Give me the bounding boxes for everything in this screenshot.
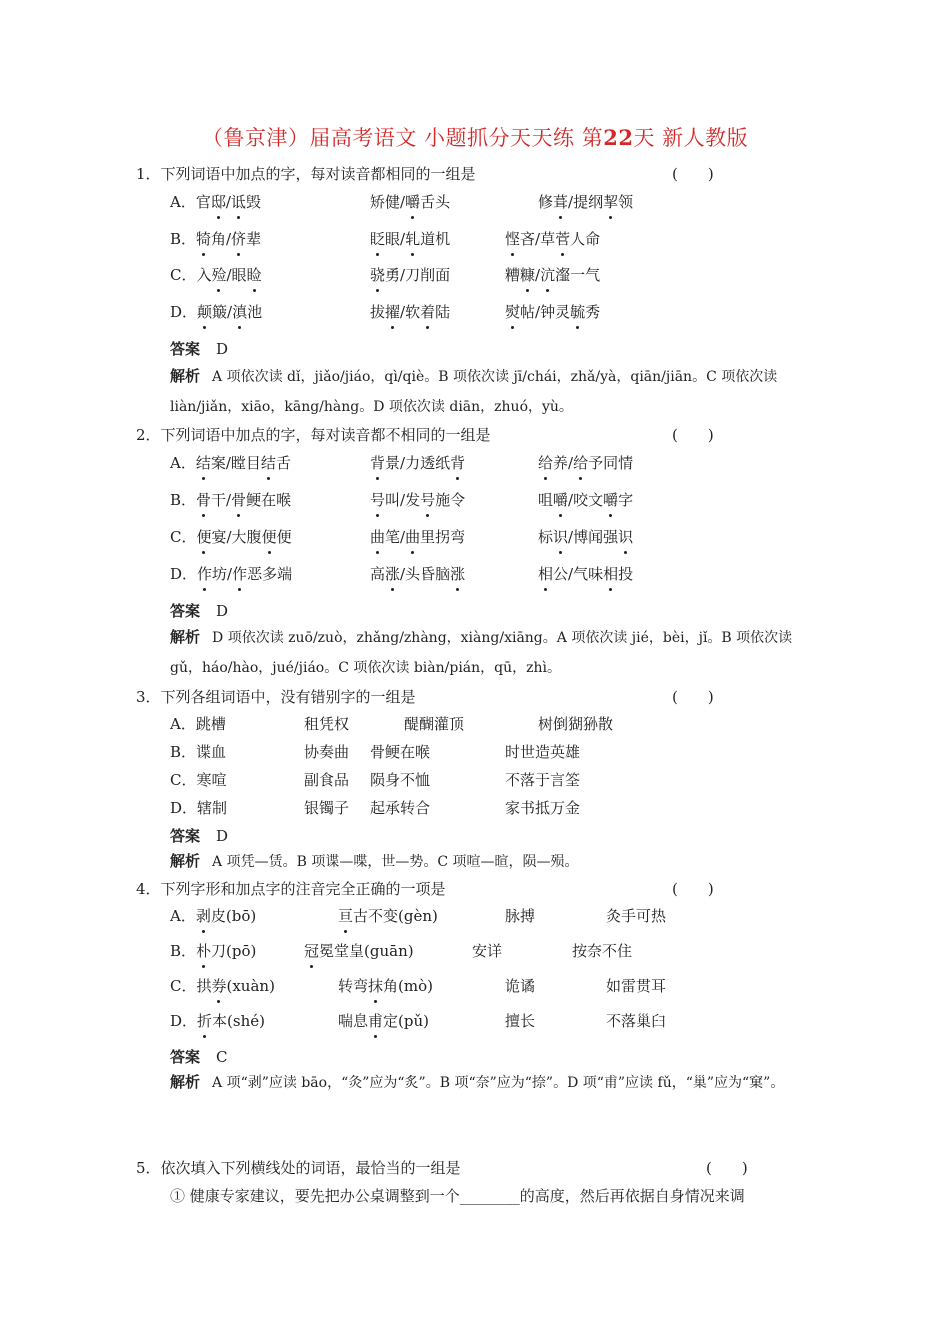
- q1-d-col1: D．颠簸/滇池: [170, 303, 263, 321]
- q2-explanation: 解析 D 项依次读 zuō/zuò，zhǎng/zhàng，xiàng/xiāng。A 项依次读 jié，bèi，jǐ。B 项依次读 gǔ，háo/hào，jué/jiáo。C 项依次读 biàn/pián，qū，zhì。: [170, 628, 793, 676]
- q3-d-col3: 起承转合: [370, 799, 431, 817]
- question-4-stem: 4．下列字形和加点字的注音完全正确的一项是: [136, 880, 446, 898]
- q3-c-col3: 陨身不恤: [370, 771, 431, 789]
- q2-c-col1: C．便宴/大腹便便: [170, 528, 292, 546]
- q2-d-col3: 相公/气味相投: [538, 565, 634, 583]
- question-3-answer-blank: ( ): [672, 688, 714, 706]
- q2-answer: 答案 D: [170, 602, 229, 620]
- q4-a-col3: 脉搏: [505, 907, 536, 925]
- q4-c-col1: C．拱券(xuàn): [170, 977, 275, 995]
- question-1-stem: 1．下列词语中加点的字，每对读音都相同的一组是: [136, 165, 476, 183]
- q1-d-col3: 熨帖/钟灵毓秀: [505, 303, 601, 321]
- question-2-stem: 2．下列词语中加点的字，每对读音都不相同的一组是: [136, 426, 491, 444]
- question-4-answer-blank: ( ): [672, 880, 714, 898]
- q2-b-col3: 咀嚼/咬文嚼字: [538, 491, 634, 509]
- q1-c-col2: 骁勇/刀削面: [370, 266, 451, 284]
- question-3-stem: 3．下列各组词语中，没有错别字的一组是: [136, 688, 416, 706]
- q4-d-col3: 擅长: [505, 1012, 536, 1030]
- q2-c-col2: 曲笔/曲里拐弯: [370, 528, 466, 546]
- q4-a-col1: A．剥皮(bō): [170, 907, 257, 925]
- q3-b-col3: 骨鲠在喉: [370, 743, 431, 761]
- q3-c-col2: 副食品: [304, 771, 350, 789]
- q4-c-col2: 转弯抹角(mò): [338, 977, 433, 995]
- q2-b-col2: 号叫/发号施令: [370, 491, 466, 509]
- q4-b-col4: 按奈不住: [572, 942, 633, 960]
- q3-a-col3: 醍醐灌顶: [404, 715, 465, 733]
- q4-d-col4: 不落巢臼: [606, 1012, 667, 1030]
- q1-a-col1: A．官邸/诋毁: [170, 193, 261, 211]
- question-5-answer-blank: ( ): [706, 1159, 748, 1177]
- q1-a-col2: 矫健/嚼舌头: [370, 193, 451, 211]
- question-2-answer-blank: ( ): [672, 426, 714, 444]
- q4-d-col1: D．折本(shé): [170, 1012, 265, 1030]
- q1-a-col3: 修葺/提纲挈领: [538, 193, 634, 211]
- q3-a-col1: A．跳槽: [170, 715, 226, 733]
- q4-a-col4: 灸手可热: [606, 907, 667, 925]
- q3-d-col2: 银镯子: [304, 799, 350, 817]
- q4-c-col4: 如雷贯耳: [606, 977, 667, 995]
- q3-b-col4: 时世造英雄: [505, 743, 581, 761]
- q1-b-col2: 眨眼/轧道机: [370, 230, 451, 248]
- q1-c-col3: 糟糠/沆瀣一气: [505, 266, 601, 284]
- q1-explanation: 解析 A 项依次读 dǐ，jiǎo/jiáo，qì/qiè。B 项依次读 jī/chái，zhǎ/yà，qiān/jiān。C 项依次读 liàn/jiǎn，xiāo，kāng/hàng。D 项依次读 diān，zhuó，yù。: [170, 367, 778, 415]
- q2-d-col1: D．作坊/作恶多端: [170, 565, 293, 583]
- q3-explanation: 解析 A 项凭—赁。B 项谍—喋，世—势。C 项喧—暄，陨—殒。: [170, 852, 579, 870]
- q2-d-col2: 高涨/头昏脑涨: [370, 565, 466, 583]
- q4-answer: 答案 C: [170, 1048, 228, 1066]
- q4-a-col2: 亘古不变(gèn): [338, 907, 438, 925]
- q2-a-col3: 给养/给予同情: [538, 454, 634, 472]
- q1-answer: 答案 D: [170, 340, 229, 358]
- page-title: （鲁京津）届高考语文 小题抓分天天练 第22天 新人教版: [201, 125, 749, 150]
- q2-b-col1: B．骨干/骨鲠在喉: [170, 491, 292, 509]
- q3-c-col1: C．寒喧: [170, 771, 227, 789]
- q3-b-col1: B．谍血: [170, 743, 227, 761]
- q2-a-col1: A．结案/瞠目结舌: [170, 454, 291, 472]
- q1-b-col1: B．犄角/侪辈: [170, 230, 262, 248]
- q4-b-col1: B．朴刀(pō): [170, 942, 257, 960]
- q3-d-col4: 家书抵万金: [505, 799, 581, 817]
- q3-c-col4: 不落于言筌: [505, 771, 581, 789]
- q1-b-col3: 悭吝/草菅人命: [505, 230, 601, 248]
- q4-b-col3: 安详: [472, 942, 503, 960]
- q2-a-col2: 背景/力透纸背: [370, 454, 466, 472]
- q2-c-col3: 标识/博闻强识: [538, 528, 634, 546]
- q3-d-col1: D．辖制: [170, 799, 228, 817]
- q3-a-col4: 树倒猢狲散: [538, 715, 614, 733]
- q5-sentence-1: ① 健康专家建议，要先把办公桌调整到一个________的高度，然后再依据自身情况来调: [170, 1187, 745, 1205]
- q3-a-col2: 租凭权: [304, 715, 350, 733]
- question-1-answer-blank: ( ): [672, 165, 714, 183]
- q3-b-col2: 协奏曲: [304, 743, 350, 761]
- question-5-stem: 5．依次填入下列横线处的词语，最恰当的一组是: [136, 1159, 461, 1177]
- q4-d-col2: 喘息甫定(pǔ): [338, 1012, 429, 1030]
- q3-answer: 答案 D: [170, 827, 229, 845]
- q1-c-col1: C．入殓/眼睑: [170, 266, 262, 284]
- q4-c-col3: 诡谲: [505, 977, 536, 995]
- q4-explanation: 解析 A 项“剥”应读 bāo，“灸”应为“炙”。B 项“奈”应为“捺”。D 项“甫”应读 fǔ，“巢”应为“窠”。: [170, 1073, 785, 1091]
- q1-d-col2: 拔擢/软着陆: [370, 303, 451, 321]
- q4-b-col2: 冠冕堂皇(guān): [304, 942, 414, 960]
